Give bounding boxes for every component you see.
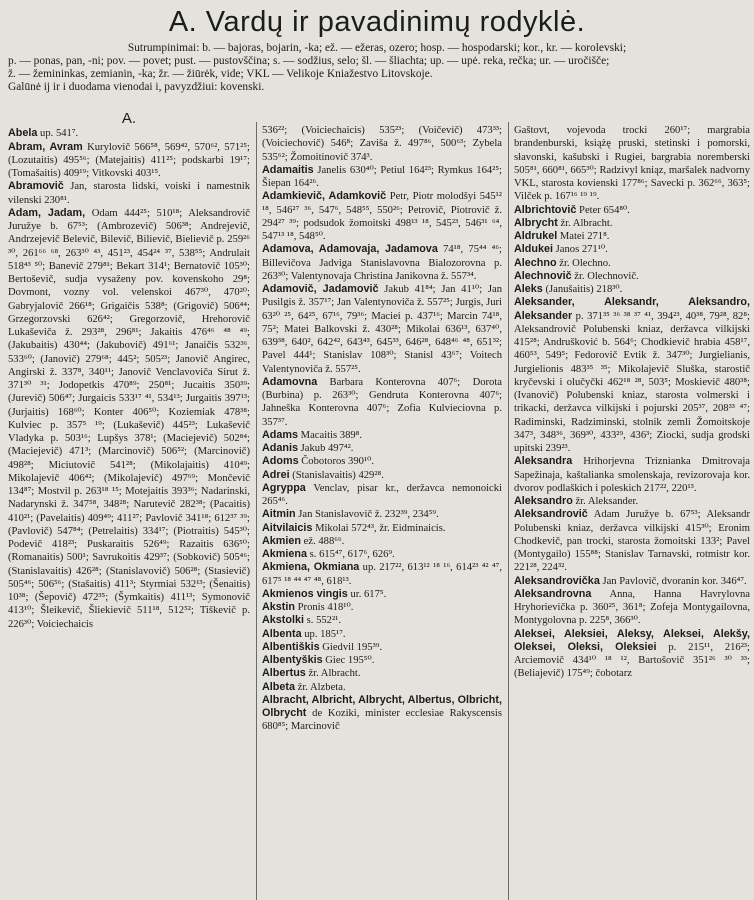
entry-headword: Aleksei, Aleksiei, Aleksy, Aleksei, Alekšy, Oleksei, Oleksi, Oleksiei (514, 627, 750, 653)
index-entry (514, 575, 750, 588)
index-entry (514, 204, 750, 217)
entry-text: ur. 617⁵. (347, 588, 387, 600)
entry-text: Pronis 418¹⁰. (295, 602, 354, 613)
index-entry (514, 495, 750, 508)
entry-headword: Adanis (262, 442, 298, 454)
index-entry (262, 641, 502, 654)
entry-text: žr. Aleksander. (572, 496, 639, 507)
index-entry (514, 230, 750, 243)
index-entry (262, 164, 502, 191)
entry-text: de Koziki, minister ecclesiae Rakyscensis 680⁸⁵; Marcinovič (262, 708, 502, 733)
entry-text: Peter 654⁸⁰. (576, 204, 630, 216)
entry-headword: Aleks (514, 283, 543, 295)
entry-headword: Aleksander, Aleksandr, Aleksandro, Aleksander (514, 296, 750, 322)
entry-headword: Abramovič (8, 180, 64, 193)
index-entry (262, 243, 502, 283)
index-entry (262, 508, 502, 521)
index-entry (262, 601, 502, 614)
entry-headword: Adamovič, Jadamovič (262, 283, 379, 295)
index-entry (262, 548, 502, 561)
entry-text: žr. Olechno. (556, 257, 611, 269)
column-divider (508, 122, 509, 900)
entry-headword: Albrycht (514, 216, 558, 229)
entry-headword: Aleksandrovička (514, 574, 600, 587)
index-entry (262, 429, 502, 442)
index-entry (262, 455, 502, 468)
entry-text: Macaitis 389⁸. (298, 429, 363, 441)
entry-text: Venclav, pisar kr., deržavca nemonoicki 265⁴⁶. (262, 482, 502, 507)
entry-headword: Akstolki (262, 614, 305, 627)
entry-text: up. 185¹⁷. (301, 628, 346, 640)
entry-headword: Albertus (262, 667, 306, 680)
column-divider (256, 122, 257, 900)
index-entry (262, 694, 502, 734)
entry-text: s. 615⁴⁷, 617⁶, 626⁹. (307, 549, 395, 560)
entry-text: Gaštovt, vojevoda trocki 260¹⁷; margrabia brandenburski, książę pruski, stetinski i pomorski, słavonski, kašubski i Rugiei, bargrabia noremberski 505⁸¹, 660⁸¹, 665³⁰; Radzivyl kniąz, maršalek nadvorny VKL, starosta kovienski 177⁸⁶; Savecki p. 362⁶⁶, 363⁵; Vilček p. 167¹⁶ ¹⁹ ¹⁹. (514, 125, 750, 203)
entry-text: Mikolai 572⁴³, žr. Eidminaicis. (312, 522, 446, 534)
abbreviations-line-1: Sutrumpinimai: b. — bajoras, bojarin, -ka; ež. — ežeras, ozero; hosp. — hospodarski; kor., kr. — korolevski; (127, 42, 627, 54)
entry-headword: Adam, Jadam, (8, 206, 86, 219)
index-entry (262, 628, 502, 641)
entry-text: Janelis 630⁴⁰; Petiul 164²³; Rymkus 164²⁵; Šiepan 164²⁶. (262, 164, 502, 189)
entry-headword: Aleksandrovič (514, 508, 588, 521)
entry-text: up. 541⁷. (37, 128, 79, 140)
abbreviations-line-4: Galūnė ij ir i duodama vienodai i, pavyzdžiui: kovenski. (8, 81, 265, 94)
entry-text: Matei 271⁸. (557, 231, 610, 242)
entry-headword: Alechnovič (514, 269, 572, 282)
entry-text: 74¹⁸, 75⁴⁴ ⁴⁶; Billevičova Jadviga Stanislavovna Bialozorovna p. 263³⁰; Valentynovaja Christina Janikovna ž. 557³⁴. (262, 244, 502, 282)
entry-text: žr. Olechnovič. (571, 270, 639, 282)
entry-text: ež. 488⁶⁶. (301, 535, 345, 547)
entry-headword: Aldrukel (514, 230, 558, 242)
entry-headword: Albentyškis (262, 654, 323, 666)
entry-headword: Albrichtovič (514, 203, 577, 216)
page-title: A. Vardų ir pavadinimų rodyklė. (168, 6, 586, 38)
index-entry (514, 508, 750, 574)
index-entry (514, 243, 750, 256)
index-entry (262, 561, 502, 588)
entry-text: Kurylovič 566⁵⁸, 569⁴², 570⁶², 571²⁵; (Lozutaitis) 495⁵⁶; (Matejaitis) 411²⁵; podskarbi 19¹⁷; (Tomašaitis) 409¹⁹; Vitkovski 403¹⁵. (8, 141, 250, 179)
index-entry (514, 296, 750, 455)
index-entry (514, 270, 750, 283)
entry-text: Adam Juružye b. 67⁵³; Aleksandr Polubenski kniaz, deržavca vilkijski 415³⁰; Eronim Chodkevič, pan trocki, starosta žomoitski 133²; Pavel (Montygailo) 155⁸⁸; Stanislav Tarnavski, rotmistr kor. 221²⁸, 224³². (514, 509, 750, 574)
entry-headword: Adamovna (262, 375, 318, 388)
entry-headword: Agryppa (262, 481, 306, 494)
entry-text: žr. Albracht. (305, 668, 361, 680)
index-entry (8, 207, 250, 631)
entry-headword: Abela (8, 127, 38, 140)
section-letter: A. (121, 112, 137, 127)
entry-headword: Albentiškis (262, 640, 320, 653)
abbreviations-line-3: ž. — žemininkas, zemianin, -ka; žr. — žiūrėk, vide; VKL — Velikoje Kniažestvo Litovskoje. (8, 68, 433, 81)
index-entry (262, 376, 502, 429)
index-entry (262, 614, 502, 627)
index-entry (262, 190, 502, 243)
entry-headword: Albeta (262, 680, 295, 693)
entry-text: (Janušaitis) 218³⁰. (542, 284, 623, 295)
entry-headword: Adamaitis (262, 163, 314, 176)
index-entry (8, 127, 250, 140)
entry-text: Janos 271¹⁰. (553, 244, 608, 256)
index-entry (262, 442, 502, 455)
entry-headword: Aleksandra (514, 455, 573, 468)
entry-text: Odam 444²⁵; 510¹⁸; Aleksandrovič Juružye b. 67⁵³; (Ambrozevič) 506³⁸; Andrejevič, Andrzejevič Belevič, Bilevič, Bilievič, Bielievič p. 259²⁶ ³⁰, 261⁶⁶ ⁶⁸, 263³⁰ ⁴³, 451²³, 454²⁴ ³⁷, 538⁵⁵; Andrulait 518⁴³ ⁵⁰; Banevič 279⁸¹; Bekart 314¹; Bernatovič 105³⁰; Bertoševič, sudja vysaženy pov. kovenskoho 29⁸; Dovmont, vozny vol. velenskoi 467³⁰, 470²⁰; Gabryjalovič 266¹⁸; Grigaičis 538⁸; (Grigovič) 506⁴⁴; Grzegorzovski 626⁴²; Gregorzovič, Hrehorovič Lukaševiča ž. 293²⁸, 296⁸¹; Jakaitis 476⁴⁶ ⁴⁸ ⁴⁹; (Jakubaitis) 430⁴⁴; (Jakubovič) 491⁶¹; Janaičis 532³⁶, 533⁶⁰; (Janovič) 279⁶⁸; 445²; 505²³; Janovič Angirec, Angirski ž. 337⁸, 340¹¹; Janovič Venclavoviča Sirut ž. 371³⁰ ³¹; Jodopetkis 470⁸⁹; 250⁸¹; Jucaitis 350³⁹; (Jurevič) 506⁴⁷; Jurgaicis 533¹⁷ ⁴¹, 534¹³; Jurgaitis 397¹³; (Jurjaitis) 168⁶⁰; Konter 406⁵⁰; Koziemiak 478³⁸; Kulviec p. 357⁵ ¹⁹; (Lukaševič) 445²³; Lukaševič Vladyka p. 503¹⁶; Lupšys 378¹; (Maciejevič) 502⁸⁴; (Maciejevič) 471³; (Marcinovič) 506⁵²; (Marcinovič) 498²⁸; Miciutovič 541²⁸; (Mikolajaitis) 410⁴⁹; Mikolajevič 406⁴²; (Mikolajevič) 497⁶⁹; Mončevič 134⁸⁷; Mostvil p. 263¹⁸ ¹⁵; Motejaitis 393³⁶; Nadarinski, Nadarynski ž. 347⁵⁸, 348²⁸; Narutevič 282³⁸; (Pacaitis) 410²¹; (Pavelaitis) 409⁴⁹; 411²⁷; Pavlovič 341¹⁸; 612³⁷ ³⁹; (Pavlovič) 547⁸⁴; (Petrelaitis) 334¹⁷; (Piotraitis) 545³⁰; Podevič 418²³; Puskaraitis 526⁴⁹; Razaitis 636⁵⁰; (Romanaitis) 500¹; Savrukoitis 429³⁷; (Sobkovič) 505⁴⁶; (Stanislavaitis) 426²⁸; (Stanislavovič) 506²⁸; (Stasievič) 505⁴⁶; 506⁵⁶; (Stašaitis) 411³; Styrmiai 532¹³; (Šenaitis) 10³⁸; (Šepovič) 472³⁵; (Šymkaitis) 411¹³; Symonovič 413¹⁰; Šleikevič, Šliekievič 511¹⁸, 512⁵²; Tiškevič p. 226³⁰; Voiciechaicis (8, 207, 250, 630)
index-entry (514, 257, 750, 270)
entry-headword: Albracht, Albricht, Albrycht, Albertus, Olbricht, Olbrycht (262, 693, 502, 719)
index-entry (262, 588, 502, 601)
entry-text: Barbara Konterovna 407⁶; Dorota (Burbina) p. 263³⁰; Gendruta Konterovna 407⁶; Jahneška Konterovna 407⁶; Zofia Kulvieciovna p. 357³⁷. (262, 376, 502, 428)
entry-text: Hrihorjevna Triznianka Dmitrovaja Sapežinaja, kaštalianka smolenskaja, revizorovaja kor. dvorov podlaškich i poleskich 217²², 220¹³. (514, 456, 750, 494)
entry-text: Jakub 497⁴². (298, 443, 354, 454)
index-entry (514, 455, 750, 495)
entry-text: Petr, Piotr molodšyi 545¹² ¹⁸, 546²⁷ ³⁶, 547⁶, 548⁵⁵, 550²⁶; Petrovič, Piotrovič ž. 294²⁷ ³⁹; podsudok žomoitski 498¹³ ¹⁸, 545²³, 546³¹ ⁶⁴, 547¹³ ¹⁸, 548⁵⁰. (262, 191, 502, 242)
index-entry (8, 141, 250, 181)
index-entry (262, 522, 502, 535)
entry-headword: Abram, Avram (8, 140, 83, 153)
index-entry (262, 469, 502, 482)
entry-text: Jan, starosta lidski, voiski i namestnik vilenski 230⁸¹. (8, 181, 250, 206)
entry-headword: Akmienos vingis (262, 587, 348, 600)
entry-headword: Alechno (514, 256, 557, 269)
index-entry (262, 654, 502, 667)
entry-headword: Aitmin (262, 508, 296, 521)
entry-text: Jan Stanislavovič ž. 232³⁹, 234⁵⁹. (295, 509, 439, 521)
index-entry (262, 681, 502, 694)
index-entry (8, 180, 250, 207)
index-entry (514, 283, 750, 296)
entry-headword: Aleksandrovna (514, 587, 592, 600)
entry-headword: Adoms (262, 455, 299, 468)
index-entry (262, 535, 502, 548)
entry-text: Giec 195⁵⁰. (322, 655, 375, 666)
entry-headword: Adamova, Adamovaja, Jadamova (262, 243, 438, 256)
index-entry (262, 667, 502, 680)
index-entry (262, 283, 502, 376)
entry-text: žr. Alzbeta. (295, 681, 346, 693)
index-entry (514, 124, 750, 204)
entry-headword: Adamkievič, Adamkovič (262, 190, 387, 203)
entry-text: žr. Albracht. (557, 217, 613, 229)
entry-text: 536²²; (Voiciechaicis) 535²³; (Voičevič) 473³³; (Voiciechovič) 546⁸; Zaviša ž. 497⁸⁶, 500⁶³; Zybela 535⁶²; Žomoitinovič 374³. (262, 125, 502, 163)
entry-text: up. 217²², 613¹² ¹⁸ ¹⁶, 614²³ ⁴² ⁴⁷, 617⁵ ¹⁸ ⁴⁴ ⁴⁷ ⁴⁸, 618¹³. (262, 562, 502, 587)
entry-text: Jakub 41⁸⁴; Jan 41¹⁰; Jan Pusilgis ž. 357¹⁷; Jan Valentynoviča ž. 557²⁵; Jurgis, Juri 63²⁰ ²⁵, 64²⁵, 67¹⁶, 79³⁶; Maciei p. 437¹⁶; Marcin 74¹⁸, 75²; Matei Balkovski ž. 430²⁸; Mikolai 636¹³, 637⁴⁰, 639³⁸, 640², 642⁴², 643⁴³, 645³³, 646²⁸, 648⁴⁶ ⁴⁸, 651³²; Pavel 444¹; Stanislav 108³⁰; Stanisl 43⁶⁷; Voitech Valentynoviča ž. 557²⁵. (262, 284, 502, 375)
entry-headword: Akmien (262, 534, 302, 547)
index-column-3 (514, 124, 750, 900)
entry-headword: Adrei (262, 468, 290, 481)
entry-headword: Aitvilaicis (262, 521, 313, 534)
index-entry (262, 482, 502, 509)
entry-headword: Aleksandro (514, 495, 573, 507)
entry-text: Anna, Hanna Havrylovna Hryhorievička p. 360²⁵, 361⁸; Zofeja Montygailovna, Montygolovna p. 225⁸, 366³⁰. (514, 588, 750, 627)
entry-headword: Akmiena (262, 548, 308, 560)
index-column-2 (262, 124, 502, 900)
index-entry (514, 217, 750, 230)
index-entry (262, 124, 502, 164)
entry-text: Giedvil 195³⁹. (319, 641, 383, 653)
entry-text: (Stanislavaitis) 429²⁸. (289, 469, 384, 481)
index-entry (514, 628, 750, 681)
entry-text: Čobotoros 390¹⁰. (298, 456, 374, 468)
entry-headword: Albenta (262, 627, 302, 640)
abbreviations-block (8, 55, 750, 95)
entry-text: p. 371³⁵ ³⁶ ³⁸ ³⁷ ⁴¹, 394²³, 40³⁸, 79²⁸, 82⁸; Aleksandrovič Polubenski kniaz, deržavca vilkijski 415²⁸; Andrušković b. 564⁶; Chodkievič hrabia 458¹⁷, 460⁵³, 549⁵; Fedorovič Evtik ž. 347³⁰; Jurgielianis, Jurgielionis 483³⁵ ³⁵; Mikolajevič Sluška, starostič kryčevski i olučyčki 462¹⁸ ²⁸, 503⁵; Moskievič 480³⁸; (Ivanovič) Polubenski kniaz, starosta volmerski i trikacki, deržavca vilkijski i pojurski 205³⁷, 208³³ ⁴⁷; Radiminski, Radziminski, stolnik zemli Žomoitskoje 347³, 348³⁶, 369³⁰, 433²⁹, 436³; Ziocki, sudja grodski upitski 239²³. (514, 310, 750, 454)
index-column-1 (8, 112, 250, 900)
entry-text: p. 215¹¹, 216²³; Arciemovič 434¹⁰ ¹⁸ ¹², Bartošovič 351²⁶ ³⁰ ³³; (Beliajevič) 175⁴⁹; čobotarz (514, 641, 750, 680)
entry-headword: Adams (262, 428, 299, 441)
entry-text: Jan Pavlovič, dvoranin kor. 346⁴⁷. (599, 575, 747, 587)
abbreviations-line-2: p. — ponas, pan, -ni; pov. — povet; pust. — pustovščina; s. — sodžius, selo; šl. — šliachta; up. — upė. reka, rečka; ur. — uročišče; (8, 55, 610, 67)
entry-headword: Aldukei (514, 243, 553, 256)
index-entry (514, 588, 750, 628)
entry-headword: Akstin (262, 601, 295, 613)
entry-headword: Akmiena, Okmiana (262, 561, 360, 574)
entry-text: s. 552²¹. (304, 615, 341, 627)
